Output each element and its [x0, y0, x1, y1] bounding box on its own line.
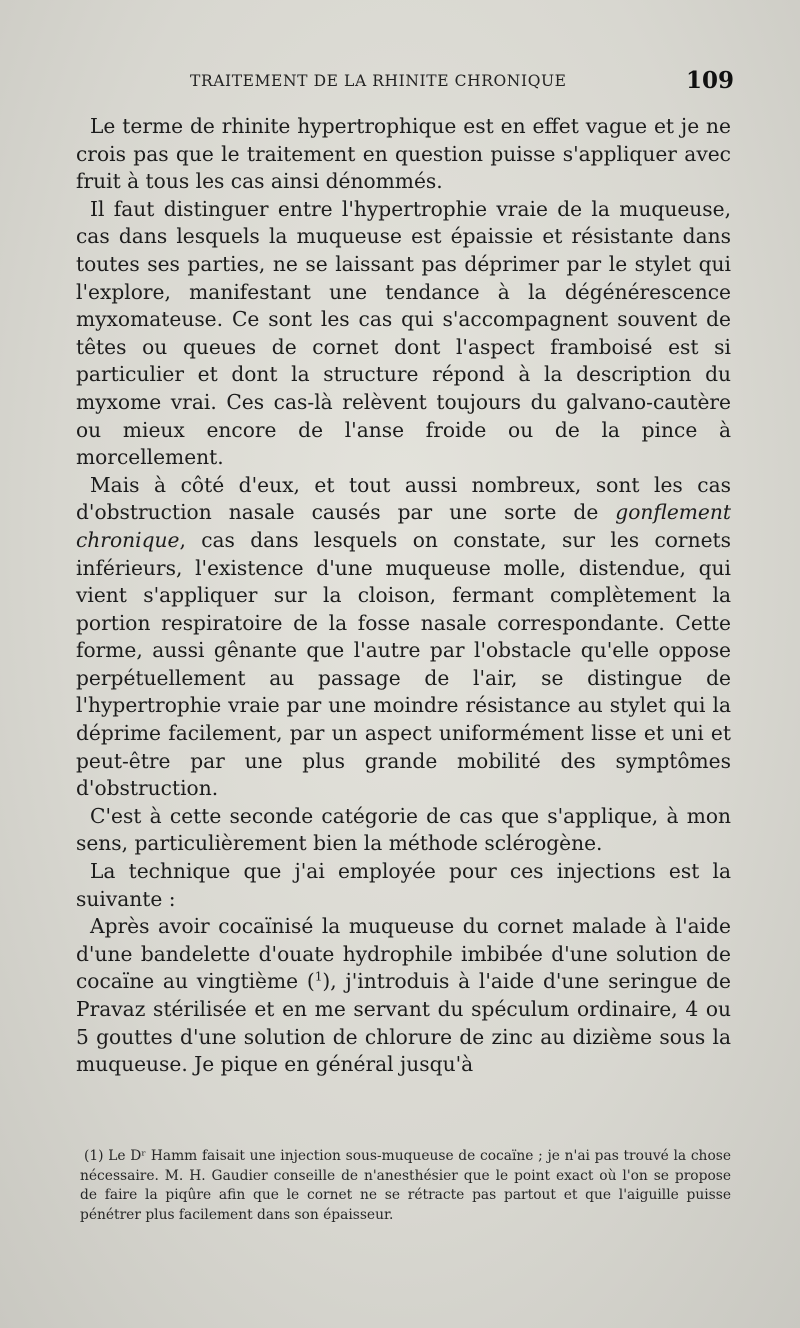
main-text — [76, 113, 731, 1079]
italic-phrase: gonflement chronique — [76, 500, 731, 552]
page-header — [0, 68, 800, 98]
paragraph — [76, 472, 731, 803]
running-title: TRAITEMENT DE LA RHINITE CHRONIQUE — [190, 72, 567, 90]
footnotes — [80, 1147, 731, 1225]
page-number: 109 — [686, 67, 735, 94]
footnote-marker: (1) — [84, 1148, 104, 1164]
paragraph: La technique que j'ai employée pour ces injections est la suivante : — [76, 859, 731, 911]
paragraph: Il faut distinguer entre l'hypertrophie vraie de la muqueuse, cas dans lesquels la muqueuse est épaissie et résistante dans toutes ses parties, ne se laissant pas déprimer par le stylet qui l'explore, manifestant une tendance à la dégénérescence myxomateuse. Ce sont les cas qui s'accompagnent souvent de têtes ou queues de cornet dont l'aspect framboisé est si particulier et dont la structure répond à la description du myxome vrai. Ces cas-là relèvent toujours du galvano-cautère ou mieux encore de l'anse froide ou de la pince à morcellement. — [76, 196, 731, 470]
paragraph: C'est à cette seconde catégorie de cas que s'applique, à mon sens, particulièrement bien la méthode sclérogène. — [76, 803, 731, 856]
text-run: ), j'introduis à l'aide d'une seringue de Pravaz stérilisée et en me servant du spéculum ordinaire, 4 ou 5 gouttes d'une solution de chlorure de zinc au dizième sous la muqueuse. Je pique en général jusqu'à — [76, 969, 731, 1077]
text-run: Après avoir cocaïnisé la muqueuse du cornet malade à l'aide d'une bandelette d'ouate hydrophile imbibée d'une solution de cocaïne au vingtième ( — [76, 914, 731, 994]
footnote-text: Le Dʳ Hamm faisait une injection sous-muqueuse de cocaïne ; je n'ai pas trouvé la chose nécessaire. M. H. Gaudier conseille de n'anesthésier que le point exact où l'on se propose de faire la piqûre afin que le cornet ne se rétracte pas partout et que l'aiguille puisse pénétrer plus facilement dans son épaisseur. — [80, 1148, 731, 1223]
paragraph — [76, 913, 731, 1079]
text-run: , cas dans lesquels on constate, sur les cornets inférieurs, l'existence d'une muqueuse molle, distendue, qui vient s'appliquer sur la cloison, fermant complètement la portion respiratoire de la fosse nasale correspondante. Cette forme, aussi gênante que l'autre par l'obstacle qu'elle oppose perpétuellement au passage de l'air, se distingue de l'hypertrophie vraie par une moindre résistance au stylet qui la déprime facilement, par un aspect uniformément lisse et uni et peut-être par une plus grande mobilité des symptômes d'obstruction. — [76, 527, 731, 801]
footnote — [80, 1147, 731, 1225]
paragraph: Le terme de rhinite hypertrophique est en effet vague et je ne crois pas que le traitement en question puisse s'appliquer avec fruit à tous les cas ainsi dénommés. — [76, 114, 731, 194]
text-run: Mais à côté d'eux, et tout aussi nombreux, sont les cas d'obstruction nasale causés par une sorte de — [76, 472, 731, 525]
footnote-reference: 1 — [314, 969, 323, 984]
